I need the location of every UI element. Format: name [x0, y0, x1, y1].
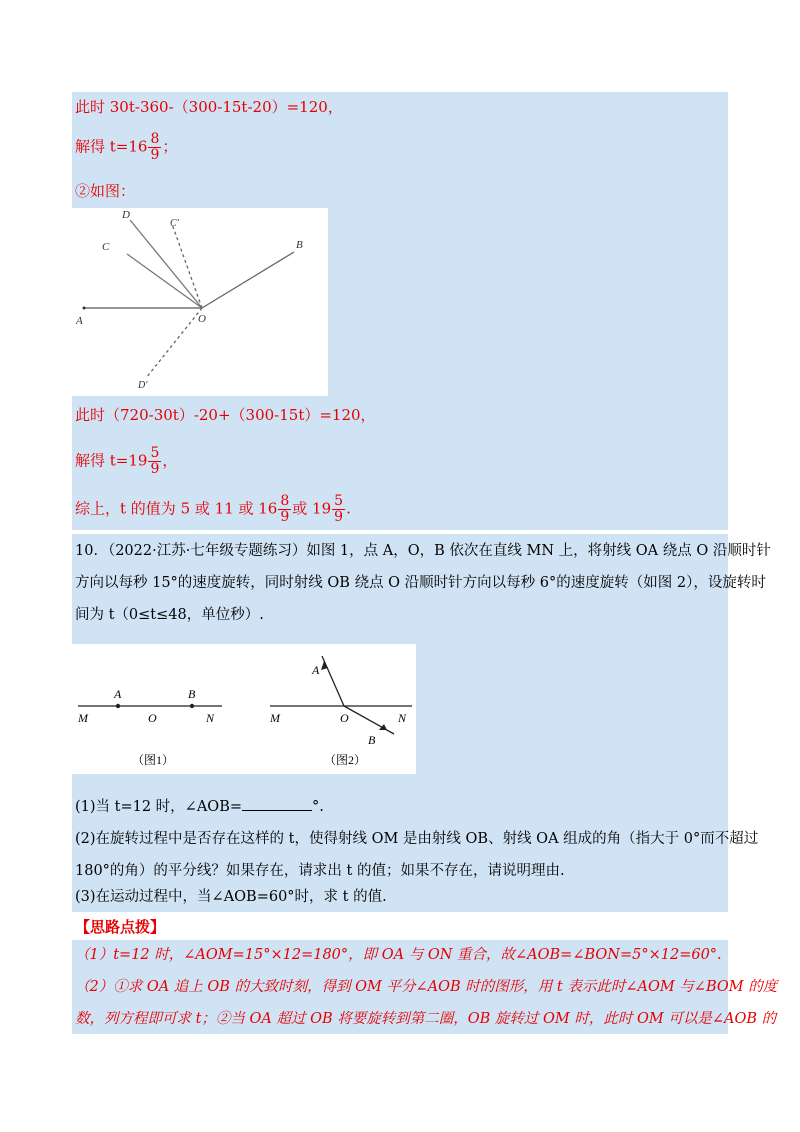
fig1-point-b	[190, 704, 194, 708]
label-c-prime: C'	[170, 218, 179, 229]
figure-1-2	[72, 644, 416, 774]
hint-line-1: （1）t=12 时，∠AOM=15°×12=180°，即 OA 与 ON 重合，故∠AOB=∠BON=5°×12=60°.	[75, 947, 722, 963]
fraction-8-9	[148, 132, 161, 163]
label-o: O	[198, 313, 206, 325]
question-2a: (2)在旋转过程中是否存在这样的 t，使得射线 OM 是由射线 OB、射线 OA 组成的角（指大于 0°而不超过	[75, 831, 759, 847]
fig1-label-o: O	[148, 711, 157, 725]
fig1-point-a	[116, 704, 120, 708]
fraction-numerator: 8	[280, 493, 290, 509]
ray-diagram-svg	[72, 208, 328, 396]
solution-line-6-suffix: .	[346, 499, 351, 518]
solution-line-4: 此时（720-30t）-20+（300-15t）=120，	[75, 406, 376, 424]
solution-line-5-suffix: ，	[162, 451, 178, 470]
answer-blank[interactable]	[242, 796, 312, 811]
fig1-caption: （图1）	[132, 753, 175, 767]
solution-line-1: 此时 30t-360-（300-15t-20）=120，	[75, 98, 343, 116]
label-b: B	[296, 239, 303, 251]
ray-oc-prime	[172, 224, 202, 308]
problem-line-1: 10．（2022·江苏·七年级专题练习）如图 1，点 A，O，B 依次在直线 MN 上，将射线 OA 绕点 O 沿顺时针	[75, 543, 771, 559]
ray-od-prime	[146, 308, 202, 378]
fig1-label-m: M	[78, 711, 88, 725]
label-c: C	[102, 241, 110, 253]
fraction-denominator: 9	[280, 509, 290, 525]
fig2-label-a: A	[312, 663, 320, 677]
label-a: A	[76, 315, 83, 327]
ray-diagram-figure	[72, 208, 328, 396]
fraction-numerator: 5	[150, 445, 160, 461]
ray-ob	[202, 252, 294, 308]
fraction-numerator: 5	[334, 493, 344, 509]
point-a-dot	[83, 307, 86, 310]
solution-line-5-prefix: 解得 t=19	[75, 451, 148, 470]
hint-line-2a: （2）①求 OA 追上 OB 的大致时刻，得到 OM 平分∠AOB 时的图形，用 t 表示此时∠AOM 与∠BOM 的度	[75, 979, 778, 995]
label-d: D	[122, 209, 130, 221]
solution-line-5	[75, 446, 177, 477]
solution-line-2	[75, 132, 177, 163]
fig1-label-a: A	[114, 687, 122, 701]
label-d-prime: D'	[138, 380, 148, 391]
question-1	[75, 796, 324, 818]
fraction-denominator: 9	[150, 461, 160, 477]
solution-line-3: ②如图：	[75, 182, 136, 200]
solution-line-2-suffix: ；	[162, 137, 178, 156]
fig1-label-b: B	[188, 687, 196, 701]
hint-line-2b: 数，列方程即可求 t；②当 OA 超过 OB 将要旋转到第二圈，OB 旋转过 OM 时，此时 OM 可以是∠AOB 的	[75, 1011, 777, 1027]
solution-line-6-mid: 或 19	[292, 499, 332, 518]
fraction-denominator: 9	[334, 509, 344, 525]
fig2-label-m: M	[270, 711, 280, 725]
fig2-label-b: B	[368, 733, 376, 747]
solution-line-6-prefix: 综上，t 的值为 5 或 11 或 16	[75, 499, 278, 518]
fraction-8-9-b	[278, 494, 291, 525]
solution-line-6	[75, 494, 351, 525]
fig1-label-n: N	[206, 711, 215, 725]
fraction-5-9-b	[332, 494, 345, 525]
fig2-label-n: N	[398, 711, 407, 725]
fraction-5-9	[148, 446, 161, 477]
question-3: (3)在运动过程中，当∠AOB=60°时，求 t 的值.	[75, 889, 387, 905]
question-1-suffix: °.	[312, 799, 324, 815]
fraction-numerator: 8	[150, 131, 160, 147]
figure-1-2-svg	[72, 644, 416, 774]
fig2-label-o: O	[340, 711, 349, 725]
problem-line-3: 间为 t（0≤t≤48，单位秒）.	[75, 607, 264, 623]
solution-line-2-prefix: 解得 t=16	[75, 137, 148, 156]
fraction-denominator: 9	[150, 147, 160, 163]
question-2b: 180°的角）的平分线？如果存在，请求出 t 的值；如果不存在，请说明理由.	[75, 863, 565, 879]
fig2-caption: （图2）	[324, 753, 367, 767]
problem-line-2: 方向以每秒 15°的速度旋转，同时射线 OB 绕点 O 沿顺时针方向以每秒 6°的速度旋转（如图 2），设旋转时	[75, 575, 766, 591]
hint-heading: 【思路点拨】	[75, 918, 166, 936]
question-1-prefix: (1)当 t=12 时，∠AOB=	[75, 799, 242, 815]
